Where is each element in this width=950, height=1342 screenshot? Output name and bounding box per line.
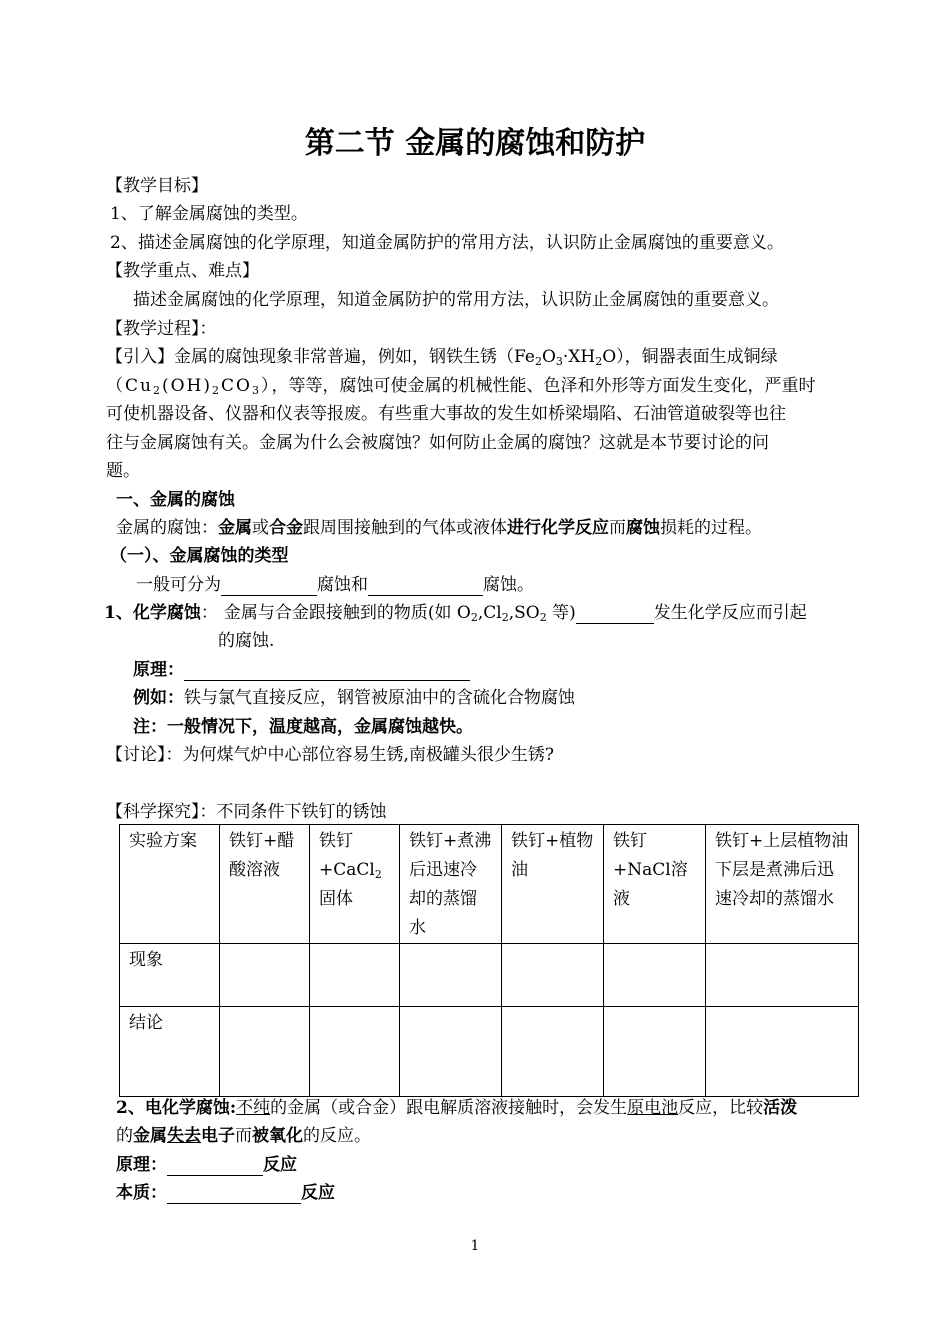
discussion: 【讨论】：为何煤气炉中心部位容易生锈,南极罐头很少生锈? — [106, 745, 555, 765]
goal-item-1: 1、了解金属腐蚀的类型。 — [110, 204, 308, 224]
key-points-text: 描述金属腐蚀的化学原理，知道金属防护的常用方法，认识防止金属腐蚀的重要意义。 — [133, 290, 779, 310]
intro-line-4: 往与金属腐蚀有关。金属为什么会被腐蚀？如何防止金属的腐蚀？这就是本节要讨论的问 — [106, 433, 769, 453]
table-header-row — [120, 825, 859, 944]
header-cell-boiled-water: 铁钉+煮沸后迅速冷却的蒸馏水 — [400, 825, 502, 944]
chemical-note: 注：一般情况下，温度越高，金属腐蚀越快。 — [133, 717, 473, 737]
blank-electro-essence[interactable] — [167, 1185, 301, 1204]
intro-line-5: 题。 — [106, 461, 140, 481]
chemical-example: 例如：铁与氯气直接反应，钢管被原油中的含硫化合物腐蚀 — [133, 688, 575, 708]
table-cell[interactable] — [400, 944, 502, 1007]
electro-line-2: 的金属失去电子而被氧化的反应。 — [116, 1126, 371, 1146]
gas-formulas: $O_2,Cl_2,SO_2$ — [456, 603, 547, 624]
header-cell-oil-water: 铁钉+上层植物油下层是煮沸后迅速冷却的蒸馏水 — [706, 825, 859, 944]
verdigris-formula: $(Cu_2(OH)_2CO_3)$ — [106, 376, 272, 397]
chemical-line-1: 1、化学腐蚀： 金属与合金跟接触到的物质(如 $O_2,Cl_2,SO_2$ 等) 发生化学反应而引起 — [104, 603, 807, 624]
electro-principle: 原理： 反应 — [116, 1155, 297, 1175]
page-number: 1 — [470, 1238, 480, 1254]
header-cell-oil: 铁钉+植物油 — [502, 825, 604, 944]
goals-heading: 【教学目标】 — [106, 176, 208, 196]
intro-line-1: 【引入】金属的腐蚀现象非常普遍，例如，钢铁生锈$(Fe_2O_3\cdot XH_2O)$，铜器表面生成铜绿 — [106, 347, 778, 368]
chemical-line-2: 的腐蚀. — [218, 631, 275, 651]
header-cell-acetic: 铁钉+醋酸溶液 — [220, 825, 310, 944]
table-cell[interactable] — [706, 1007, 859, 1097]
goal-item-2: 2、描述金属腐蚀的化学原理，知道金属防护的常用方法，认识防止金属腐蚀的重要意义。 — [110, 233, 784, 253]
table-row — [120, 1007, 859, 1097]
intro-line-2: $(Cu_2(OH)_2CO_3)$，等等，腐蚀可使金属的机械性能、色泽和外形等方面发生变化，严重时 — [106, 376, 816, 397]
explore-heading: 【科学探究】：不同条件下铁钉的锈蚀 — [106, 802, 387, 822]
rust-formula: $Fe_2O_3\cdot XH_2O$ — [514, 347, 617, 368]
blank-type-2[interactable] — [368, 577, 483, 596]
electro-line-1: 2、电化学腐蚀:不纯的金属（或合金）跟电解质溶液接触时，会发生原电池反应，比较活泼 — [116, 1098, 798, 1118]
blank-type-1[interactable] — [221, 577, 317, 596]
section1-heading: 一、金属的腐蚀 — [116, 490, 235, 510]
row-label-phenomenon: 现象 — [120, 944, 220, 1007]
header-cell-plan: 实验方案 — [120, 825, 220, 944]
header-cell-nacl: 铁钉+NaCl溶液 — [604, 825, 706, 944]
table-row — [120, 944, 859, 1007]
blank-electro-principle[interactable] — [167, 1157, 263, 1176]
table-cell[interactable] — [604, 944, 706, 1007]
table-cell[interactable] — [502, 1007, 604, 1097]
header-cell-cacl2: 铁钉 +CaCl$_2$ 固体 — [310, 825, 400, 944]
chemical-principle: 原理： — [133, 659, 470, 681]
types-heading: （一）、金属腐蚀的类型 — [110, 546, 289, 566]
page-title: 第二节 金属的腐蚀和防护 — [304, 126, 646, 161]
experiment-table — [119, 824, 859, 1097]
key-points-heading: 【教学重点、难点】 — [106, 261, 259, 281]
process-heading: 【教学过程】： — [106, 319, 217, 339]
corrosion-definition: 金属的腐蚀：金属或合金跟周围接触到的气体或液体进行化学反应而腐蚀损耗的过程。 — [116, 518, 762, 538]
intro-line-3: 可使机器设备、仪器和仪表等报废。有些重大事故的发生如桥梁塌陷、石油管道破裂等也往 — [106, 404, 786, 424]
table-cell[interactable] — [310, 1007, 400, 1097]
table-cell[interactable] — [400, 1007, 502, 1097]
table-cell[interactable] — [220, 1007, 310, 1097]
row-label-conclusion: 结论 — [120, 1007, 220, 1097]
table-cell[interactable] — [706, 944, 859, 1007]
table-cell[interactable] — [502, 944, 604, 1007]
electro-essence: 本质： 反应 — [116, 1183, 335, 1203]
table-cell[interactable] — [310, 944, 400, 1007]
table-cell[interactable] — [604, 1007, 706, 1097]
types-line: 一般可分为 腐蚀和 腐蚀。 — [136, 575, 534, 595]
blank-chemical-principle[interactable] — [184, 662, 470, 681]
table-cell[interactable] — [220, 944, 310, 1007]
blank-chemical[interactable] — [576, 605, 654, 624]
